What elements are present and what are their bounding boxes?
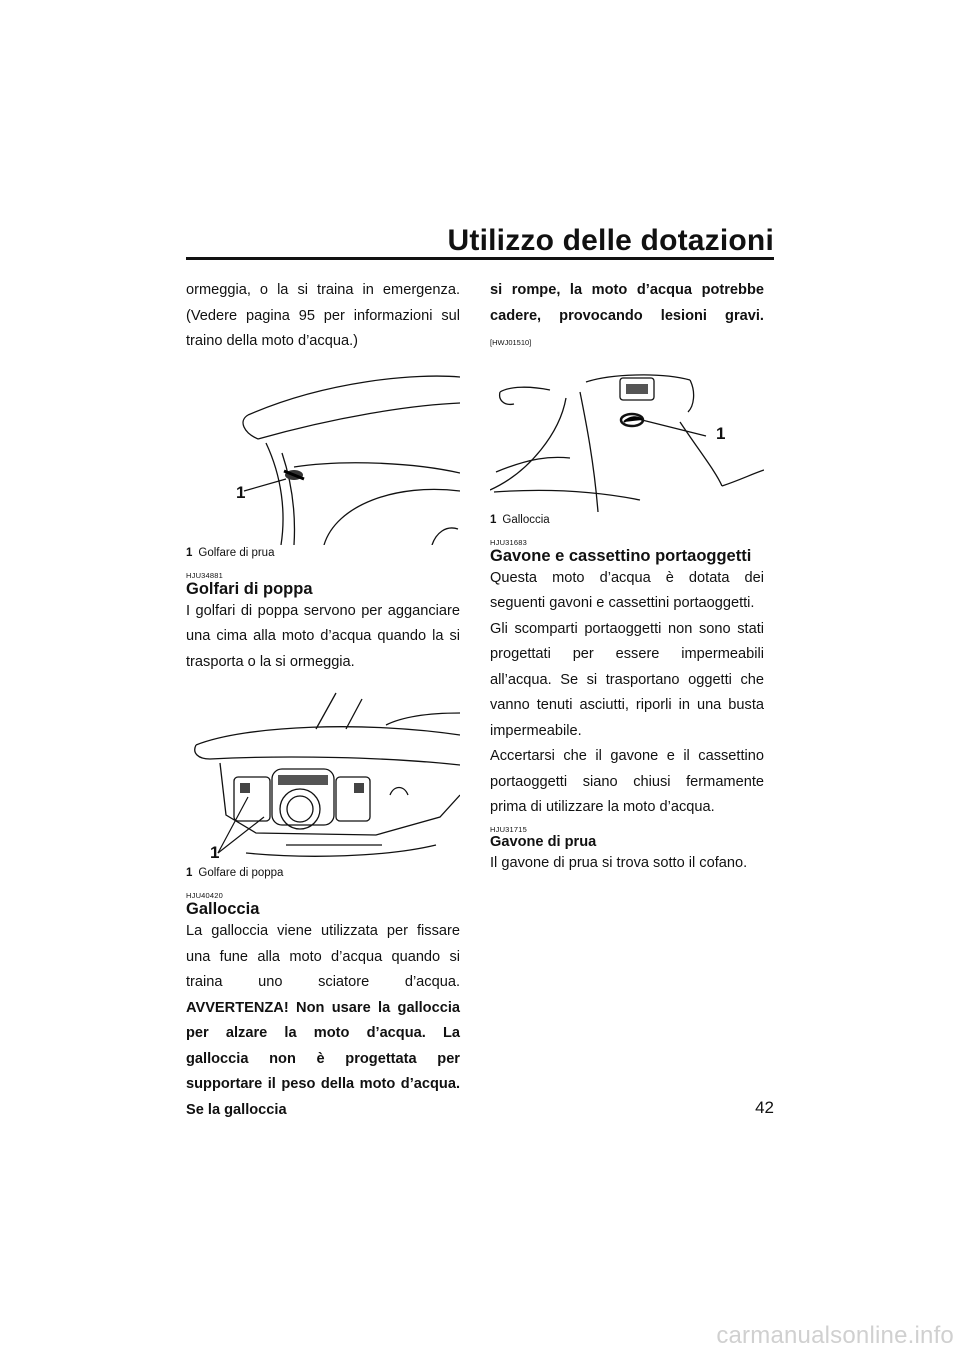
stern-eyes-illustration <box>186 685 460 865</box>
fig2-caption <box>186 867 460 879</box>
page-number: 42 <box>755 1098 774 1117</box>
fig2-callout: 1 <box>210 843 220 862</box>
fig3-callout: 1 <box>716 423 726 443</box>
s3-paragraph-3: Accertarsi che il gavone e il cassettino portaoggetti siano chiusi fermamente prima di utilizzare la moto d’acqua. <box>490 748 764 815</box>
bow-eye-illustration <box>186 363 460 545</box>
s2-code: HJU40420 <box>186 891 224 900</box>
s4-body: Il gavone di prua si trova sotto il cofano. <box>490 854 748 871</box>
s4-code: HJU31715 <box>490 824 528 834</box>
warning-code: [HWJ01510] <box>490 338 532 347</box>
s2-body <box>186 919 460 1123</box>
s1-body: I golfari di poppa servono per agganciare una cima alla moto d’acqua quando la si trasporta o la si ormeggia. <box>186 602 460 670</box>
s1-code: HJU34881 <box>186 570 224 580</box>
intro-paragraph: ormeggia, o la si traina in emergenza. (Vedere pagina 95 per informazioni sul traino della moto d’acqua.) <box>186 282 460 349</box>
s3-heading: Gavone e cassettino portaoggetti <box>490 546 752 565</box>
warning-continuation <box>490 278 764 356</box>
fig3-caption-text: Galloccia <box>502 513 550 526</box>
s1-heading: Golfari di poppa <box>186 579 313 598</box>
warning-continuation-text: si rompe, la moto d’acqua potrebbe cadere, provocando lesioni gravi. <box>490 282 764 324</box>
s2-heading: Galloccia <box>186 900 260 918</box>
right-column <box>490 278 764 876</box>
fig3-caption-number: 1 <box>490 513 497 526</box>
watermark: carmanualsonline.info <box>716 1322 954 1349</box>
s3-paragraph-1: Questa moto d’acqua è dotata dei seguenti gavoni e cassettini portaoggetti. <box>490 569 764 611</box>
s4-heading: Gavone di prua <box>490 833 597 850</box>
fig1-caption-number: 1 <box>186 546 193 559</box>
fig2-caption-number: 1 <box>186 867 193 879</box>
fig1-caption-text: Golfare di prua <box>198 546 275 559</box>
fig3-caption <box>490 514 764 526</box>
s2-warning: AVVERTENZA! Non usare la galloccia per alzare la moto d’acqua. La galloccia non è progettata per supportare il peso della moto d’acqua. Se la galloccia <box>186 999 460 1118</box>
fig1-caption <box>186 547 460 559</box>
fig2-caption-text: Golfare di poppa <box>198 867 284 879</box>
left-column <box>186 278 460 1123</box>
s3-code: HJU31683 <box>490 537 528 547</box>
title-rule <box>186 257 774 260</box>
fig1-callout: 1 <box>236 482 246 502</box>
figure-stern-eyes <box>186 685 460 879</box>
s2-body-text: La galloccia viene utilizzata per fissare una fune alla moto d’acqua quando si traina uno sciatore d’acqua. <box>186 923 460 990</box>
s3-paragraph-2: Gli scomparti portaoggetti non sono stati progettati per essere impermeabili all’acqua. Se si trasportano oggetti che vanno tenuti asciutti, riporli in una busta impermeabile. <box>490 620 764 739</box>
page-title: Utilizzo delle dotazioni <box>447 224 774 257</box>
figure-bow-eye <box>186 363 460 559</box>
figure-cleat <box>490 362 764 526</box>
